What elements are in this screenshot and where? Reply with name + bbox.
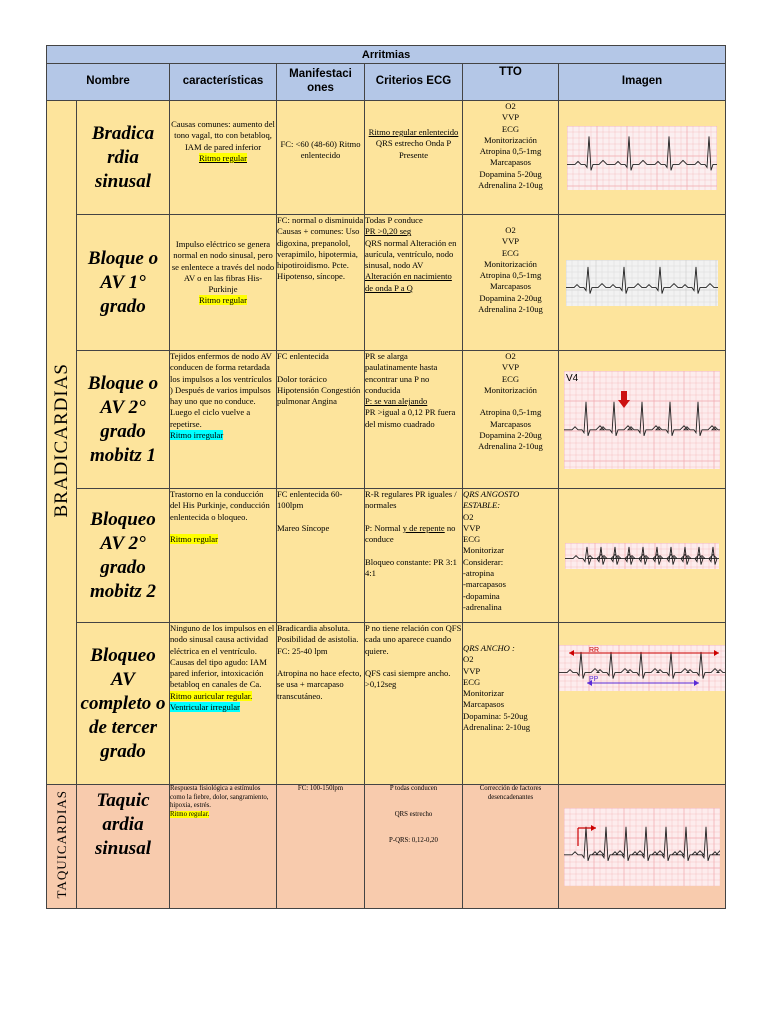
tto-list: [463, 654, 558, 733]
row-criterios: [365, 489, 463, 623]
rhythm-highlight: Ritmo auricular regular.: [170, 690, 253, 701]
tto-item: O2: [463, 654, 474, 665]
ecg-image: [559, 351, 726, 489]
table-row: [47, 351, 726, 489]
tto-item: Atropina 0,5-1mg: [479, 146, 542, 157]
ecg-strip-3: [564, 371, 720, 469]
tto-item: VVP: [501, 112, 520, 123]
tto-item: O2: [505, 101, 516, 111]
tto-item: -marcapasos: [463, 579, 506, 590]
row-tto: [463, 489, 559, 623]
criterios-text: PR se alarga paulatinamente hasta encontrar una P no conducida: [365, 351, 438, 395]
tto-item: [463, 396, 558, 407]
tto-item: -atropina: [463, 568, 495, 579]
group-bradicardias: [47, 101, 77, 785]
rr-label: RR: [589, 647, 600, 654]
row-criterios: [365, 215, 463, 351]
row-caracteristicas: [170, 101, 277, 215]
row-manifestaciones: FC: <60 (48-60) Ritmo enlentecido: [277, 101, 365, 215]
criterios-underlined: P: se van alejando: [365, 396, 428, 407]
group-label-bradicardias: BRADICARDIAS: [50, 362, 72, 518]
tto-item: Monitorizar: [463, 688, 505, 699]
tto-item: O2: [463, 511, 474, 522]
manifestaciones-text-2: Mareo Síncope: [277, 522, 330, 533]
row-name: Bloqueo AV completo o de tercer grado: [77, 623, 170, 785]
tto-list: [463, 101, 558, 191]
tto-item: Considerar:: [463, 556, 504, 567]
arritmias-table: [46, 45, 726, 909]
tto-item: Atropina 0,5-1mg: [479, 407, 542, 418]
ecg-strip-5: [559, 645, 725, 691]
criterios-underlined-2: Alteración en nacimiento de onda P a Q: [365, 271, 452, 293]
header-tto: TTO: [463, 64, 559, 101]
tto-item: O2: [505, 225, 516, 235]
row-tto: [463, 101, 559, 215]
rhythm-highlight: Ritmo regular: [199, 152, 247, 163]
ecg-strip-6: [564, 808, 720, 886]
tto-item: Dopamina 2-20ug: [479, 430, 542, 441]
pp-label: PP: [589, 676, 599, 683]
header-caracteristicas: características: [170, 64, 277, 101]
tto-item: Dopamina: 5-20ug: [463, 710, 528, 721]
caracteristicas-text: Ninguno de los impulsos en el nodo sinusal causa actividad eléctrica en el ventrículo. Causas del tipo agudo: IAM pared inferior, intoxicación betabloq en canales de Ca.: [170, 623, 275, 690]
ecg-strip-4: [565, 543, 719, 569]
ecg-image: [559, 623, 726, 785]
criterios-text: P todas conducen: [389, 785, 438, 792]
criterios-text: QRS estrecho Onda P Presente: [375, 138, 452, 160]
rhythm-highlight-2: Ventricular irregular: [170, 702, 240, 713]
header-nombre: Nombre: [47, 64, 170, 101]
row-name: Bloqueo AV 2° grado mobitz 2: [77, 489, 170, 623]
rhythm-highlight: Ritmo regular: [170, 534, 218, 545]
row-criterios: [365, 785, 463, 909]
row-manifestaciones: FC: 100-150lpm: [277, 785, 365, 909]
row-name: Taquic ardia sinusal: [77, 785, 170, 909]
caracteristicas-text: Causas comunes: aumento del tono vagal, tto con betabloq, IAM de pared inferior: [171, 119, 275, 152]
tto-item: -dopamina: [463, 590, 500, 601]
tto-item: VVP: [501, 362, 520, 373]
tto-list: [463, 351, 558, 453]
criterios-underlined: PR >0,20 seg: [365, 226, 412, 237]
tto-item: Marcapasos: [463, 699, 505, 710]
tto-item: Atropina 0,5-1mg: [479, 270, 542, 281]
criterios-text-2: QRS normal Alteración en aurícula, ventrículo, nodo sinusal, nodo AV: [365, 237, 457, 271]
criterios-text-2: QFS casi siempre ancho. >0,12seg: [365, 668, 451, 690]
tto-item: VVP: [463, 522, 481, 533]
tto-item: ECG: [501, 247, 520, 258]
tto-item: VVP: [501, 236, 520, 247]
ecg-strip-2: [566, 260, 718, 306]
criterios-text-2: QRS estrecho: [394, 811, 433, 819]
row-criterios: [365, 623, 463, 785]
criterios-underlined: Ritmo regular enlentecido: [368, 127, 459, 137]
caracteristicas-text: Trastorno en la conducción del His Purkinje, conducción enlentecida o bloqueo.: [170, 489, 270, 522]
ecg-image: [559, 785, 726, 909]
tto-item: ECG: [463, 534, 481, 545]
tto-heading: QRS ANGOSTO ESTABLE:: [463, 489, 520, 511]
manifestaciones-text-2: Atropina no hace efecto, se usa + marcapaso transcutáneo.: [277, 668, 362, 701]
group-taquicardias: [47, 785, 77, 909]
tto-item: O2: [505, 351, 516, 361]
row-manifestaciones: [277, 351, 365, 489]
ecg-strip-1: [567, 126, 717, 190]
table-row: [47, 215, 726, 351]
tto-item: Adrenalina 2-10ug: [478, 441, 543, 452]
table-row: [47, 101, 726, 215]
tto-item: Monitorización: [484, 384, 537, 395]
header-imagen: Imagen: [559, 64, 726, 101]
tto-item: Monitorizar: [463, 545, 505, 556]
criterios-text-2: PR >igual a 0,12 PR fuera del mismo cuadrado: [365, 407, 456, 429]
criterios-text-p: P: Normal: [365, 522, 403, 533]
rhythm-highlight: Ritmo regular.: [170, 811, 210, 819]
caracteristicas-text: Respuesta fisiológica a estímulos como la fiebre, dolor, sangramiento, hipoxia, estrés.: [170, 785, 269, 810]
tto-item: Marcapasos: [489, 281, 532, 292]
lead-label: V4: [566, 372, 579, 384]
row-manifestaciones: [277, 489, 365, 623]
tto-heading: QRS ANCHO :: [463, 643, 515, 653]
rhythm-highlight: Ritmo regular: [199, 295, 247, 306]
group-label-taquicardias: TAQUICARDIAS: [53, 789, 69, 899]
ecg-image: [559, 215, 726, 351]
row-tto: [463, 215, 559, 351]
row-caracteristicas: [170, 623, 277, 785]
tto-list: [463, 225, 558, 315]
tto-item: Monitorización: [484, 134, 537, 145]
tto-item: Marcapasos: [489, 157, 532, 168]
criterios-text-p2: no conduce: [365, 522, 456, 545]
manifestaciones-text: FC enlentecida 60-100lpm: [277, 489, 343, 511]
row-caracteristicas: [170, 351, 277, 489]
row-name: Bloque o AV 1° grado: [77, 215, 170, 351]
tto-item: ECG: [463, 676, 481, 687]
row-criterios: [365, 351, 463, 489]
tto-item: -adrenalina: [463, 601, 502, 612]
caracteristicas-text: Tejidos enfermos de nodo AV conducen de forma retardada los impulsos a los ventrículos ) Después de varios impulsos hay uno que no conduce. Luego el ciclo vuelve a repetirse.: [170, 351, 272, 429]
row-tto: [463, 351, 559, 489]
manifestaciones-text: FC enlentecida: [277, 351, 329, 361]
table-title: Arritmias: [47, 46, 726, 64]
table-row: [47, 489, 726, 623]
tto-item: Adrenalina 2-10ug: [478, 180, 543, 191]
tto-item: Dopamina 2-20ug: [479, 292, 542, 303]
tto-item: ECG: [501, 123, 520, 134]
criterios-text: P no tiene relación con QFS cada uno aparece cuando quiere.: [365, 623, 462, 656]
criterios-text-2: Bloqueo constante: PR 3:1 4:1: [365, 556, 457, 579]
row-caracteristicas: [170, 489, 277, 623]
tto-item: ECG: [501, 373, 520, 384]
header-criterios: Criterios ECG: [365, 64, 463, 101]
caracteristicas-text: Impulso eléctrico se genera normal en nodo sinusal, pero se enlentece a través del nodo AV o en las fibras His-Purkinje: [171, 239, 275, 295]
tto-item: Monitorización: [484, 258, 537, 269]
tto-item: Adrenalina 2-10ug: [478, 304, 543, 315]
table-row: [47, 623, 726, 785]
criterios-text: Todas P conduce: [365, 215, 423, 225]
row-criterios: [365, 101, 463, 215]
tto-list: [463, 512, 558, 614]
table-row: [47, 785, 726, 909]
row-manifestaciones: FC: normal o disminuida Causas + comunes: Uso digoxina, prepanolol, verapimilo, hipotermia, hipotiroidismo. Pcte. Hipotenso, síncope.: [277, 215, 365, 351]
criterios-text: R-R regulares PR iguales / normales: [365, 489, 457, 511]
tto-item: Dopamina 5-20ug: [479, 168, 542, 179]
row-name: Bradica rdia sinusal: [77, 101, 170, 215]
row-tto: Corrección de factores desencadenantes: [463, 785, 559, 909]
manifestaciones-text-2: Dolor torácico Hipotensión Congestión pulmonar Angina: [277, 373, 361, 407]
ecg-image: [559, 101, 726, 215]
row-name: Bloque o AV 2° grado mobitz 1: [77, 351, 170, 489]
manifestaciones-text: Bradicardia absoluta. Posibilidad de asistolia. FC: 25-40 lpm: [277, 623, 359, 656]
ecg-image: [559, 489, 726, 623]
row-caracteristicas: [170, 215, 277, 351]
row-manifestaciones: [277, 623, 365, 785]
criterios-underlined: y de repente: [402, 522, 445, 533]
tto-item: Marcapasos: [489, 418, 532, 429]
row-tto: [463, 623, 559, 785]
criterios-text-3: P-QRS: 0,12-0,20: [389, 837, 438, 845]
tto-item: Adrenalina: 2-10ug: [463, 722, 531, 733]
header-manifestaciones: Manifestaci ones: [277, 64, 365, 101]
tto-item: VVP: [463, 665, 481, 676]
rhythm-highlight: Ritmo irregular: [170, 430, 224, 441]
row-caracteristicas: [170, 785, 277, 909]
